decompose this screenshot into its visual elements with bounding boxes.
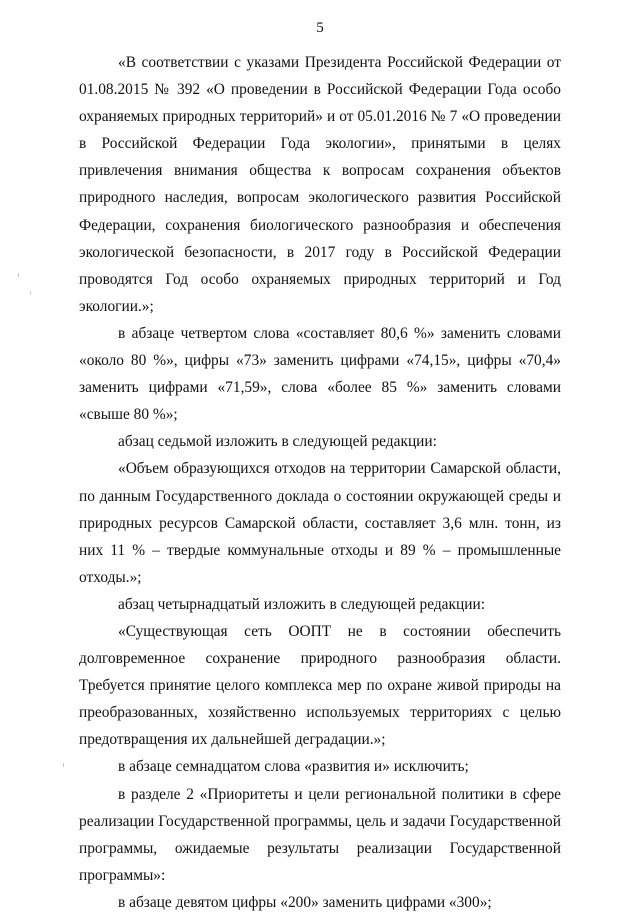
paragraph-fourteenth-heading: абзац четырнадцатый изложить в следующей редакции: <box>118 595 485 613</box>
scan-mark <box>30 291 31 295</box>
paragraph-waste-volume: «Объем образующихся отходов на территории Самарской области, по данным Государственного доклада о состоянии окружающей среды и природных ресурсов Самарской области, составляет 3,6 млн. тонн, из них 11 % – твердые коммунальные отходы и 89 % – промышленные отходы.»; <box>79 460 561 586</box>
paragraph-oopt-network: «Существующая сеть ООПТ не в состоянии обеспечить долговременное сохранение природного разнообразия области. Требуется принятие целого комплекса мер по охране живой природы на преобразованных, хозяйственно используемых территориях с целью предотвращения их дальнейшей деградации.»; <box>79 622 561 749</box>
paragraph-quote-decrees: «В соответствии с указами Президента Российской Федерации от 01.08.2015 № 392 «О проведении в Российской Федерации Года особо охраняемых природных территорий» и от 05.01.2016 № 7 «О проведении в Российской Федерации Года экологии», принятыми в целях привлечения внимания общества к вопросам сохранения объектов природного наследия, вопросам экологического развития Российской Федерации, сохранения биологического разнообразия и обеспечения экологической безопасности, в 2017 году в Российской Федерации проводятся Год особо охраняемых природных территорий и Год экологии.»; <box>79 54 561 315</box>
paragraph-seventeenth: в абзаце семнадцатом слова «развития и» исключить; <box>118 758 469 776</box>
paragraph-ninth: в абзаце девятом цифры «200» заменить цифрами «300»; <box>118 893 492 911</box>
scan-mark <box>18 273 19 277</box>
document-body <box>79 49 561 916</box>
paragraph-seventh-heading: абзац седьмой изложить в следующей редакции: <box>118 433 437 451</box>
paragraph-fourth-abzats: в абзаце четвертом слова «составляет 80,6 %» заменить словами «около 80 %», цифры «73» заменить цифрами «74,15», цифры «70,4» заменить цифрами «71,59», слова «более 85 %» заменить словами «свыше 80 %»; <box>79 324 561 424</box>
page-number: 5 <box>316 20 324 36</box>
scan-mark <box>63 763 64 767</box>
paragraph-section-2: в разделе 2 «Приоритеты и цели региональной политики в сфере реализации Государственной программы, цель и задачи Государственной программы, ожидаемые результаты реализации Государственной программы»: <box>79 785 561 884</box>
